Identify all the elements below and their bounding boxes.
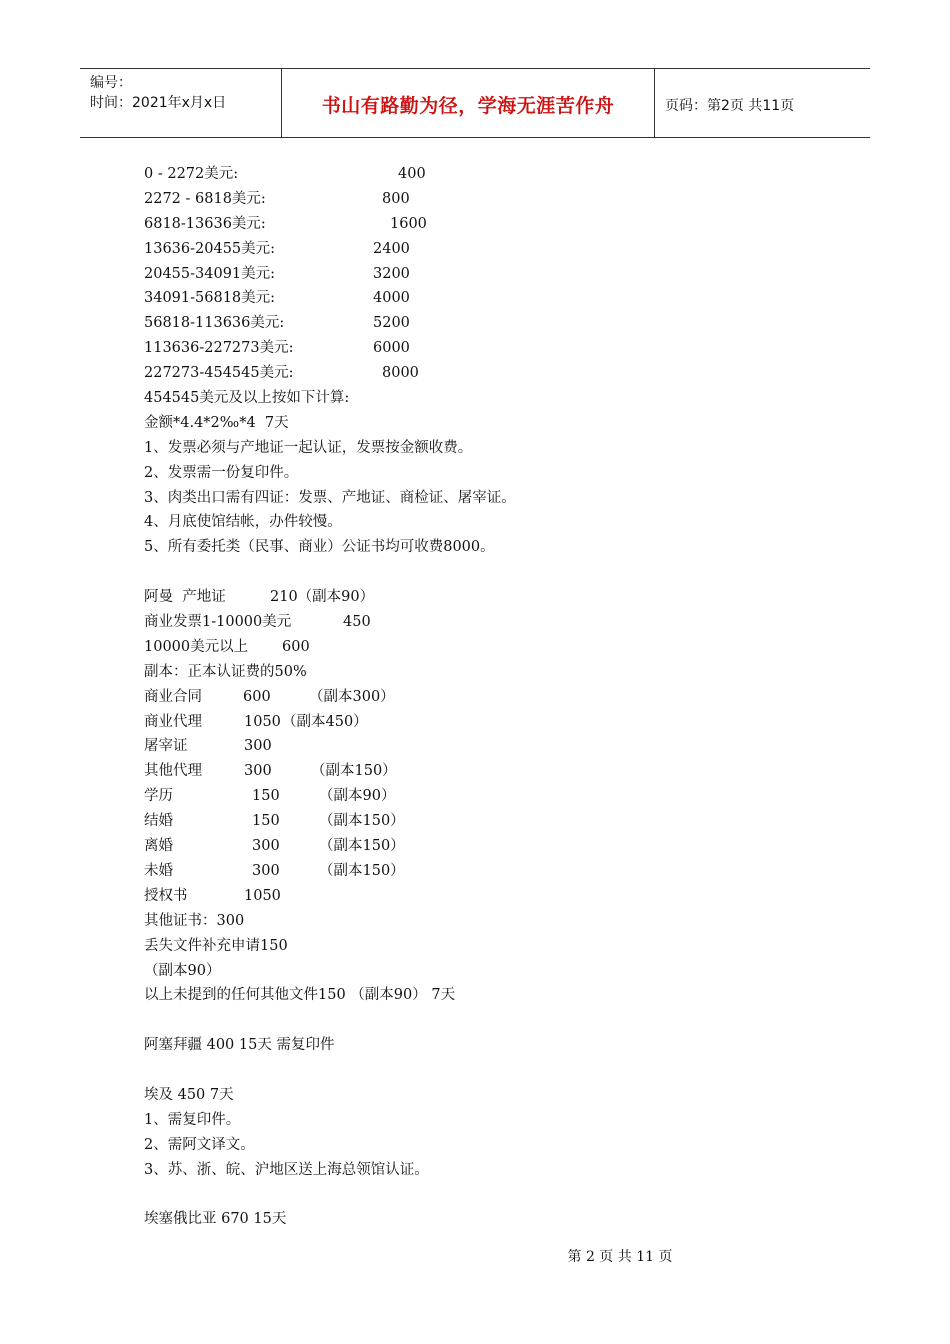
document-body bbox=[144, 162, 864, 1232]
header-right-cell bbox=[655, 69, 870, 137]
fee-row: 113636-227273美元: 6000 bbox=[144, 340, 410, 357]
ethiopia-line: 埃塞俄比亚 670 15天 bbox=[144, 1211, 287, 1228]
oman-item-row: 授权书 1050 bbox=[144, 887, 281, 904]
text-line: 3、苏、浙、皖、沪地区送上海总领馆认证。 bbox=[144, 1161, 429, 1178]
text-line: 2、需阿文译文。 bbox=[144, 1136, 255, 1153]
header-motto: 书山有路勤为径，学海无涯苦作舟 bbox=[321, 95, 615, 117]
oman-item-row: 屠宰证 300 bbox=[144, 738, 272, 755]
text-line: 454545美元及以上按如下计算: bbox=[144, 390, 350, 407]
oman-item-row: 结婚 150 （副本150） bbox=[144, 813, 405, 830]
blank-line bbox=[144, 1008, 864, 1033]
oman-invoice-row: 商业发票1-10000美元 450 bbox=[144, 614, 371, 631]
oman-item-row: 学历 150 （副本90） bbox=[144, 788, 396, 805]
document-number-label: 编号： bbox=[90, 75, 132, 91]
text-line: （副本90） bbox=[144, 962, 221, 979]
oman-item-row: 商业代理 1050 （副本450） bbox=[144, 713, 368, 730]
text-line: 丢失文件补充申请150 bbox=[144, 937, 288, 954]
fee-row: 227273-454545美元: 8000 bbox=[144, 365, 419, 382]
header-center-cell bbox=[282, 69, 655, 137]
fee-row: 20455-34091美元: 3200 bbox=[144, 265, 410, 282]
text-line: 1、需复印件。 bbox=[144, 1111, 241, 1128]
blank-line bbox=[144, 1058, 864, 1083]
text-line: 以上未提到的任何其他文件150 （副本90） 7天 bbox=[144, 987, 456, 1004]
footer-page-number: 第 2 页 共 11 页 bbox=[567, 1249, 673, 1265]
oman-item-row: 其他代理 300 （副本150） bbox=[144, 763, 397, 780]
oman-item-row: 未婚 300 （副本150） bbox=[144, 862, 405, 879]
oman-item-row: 离婚 300 （副本150） bbox=[144, 838, 405, 855]
fee-row: 2272 - 6818美元: 800 bbox=[144, 190, 410, 207]
text-line: 金额*4.4*2‰*4 7天 bbox=[144, 414, 289, 431]
azerbaijan-line: 阿塞拜疆 400 15天 需复印件 bbox=[144, 1037, 335, 1054]
fee-row: 34091-56818美元: 4000 bbox=[144, 290, 410, 307]
header-page-label: 页码：第2页 共11页 bbox=[665, 98, 795, 114]
oman-item-row: 商业合同 600 （副本300） bbox=[144, 688, 395, 705]
blank-line bbox=[144, 1183, 864, 1208]
egypt-heading: 埃及 450 7天 bbox=[144, 1086, 234, 1103]
document-time-label: 时间：2021年x月x日 bbox=[90, 95, 227, 111]
fee-row: 6818-13636美元: 1600 bbox=[144, 215, 427, 232]
text-line: 2、发票需一份复印件。 bbox=[144, 464, 299, 481]
text-line: 3、肉类出口需有四证：发票、产地证、商检证、屠宰证。 bbox=[144, 489, 516, 506]
page-footer bbox=[0, 1246, 950, 1266]
oman-copy-note: 副本：正本认证费的50% bbox=[144, 663, 307, 680]
fee-row: 56818-113636美元: 5200 bbox=[144, 315, 410, 332]
oman-invoice-row: 10000美元以上 600 bbox=[144, 638, 310, 655]
header-left-cell bbox=[80, 69, 282, 137]
text-line: 5、所有委托类（民事、商业）公证书均可收费8000。 bbox=[144, 539, 495, 556]
oman-heading: 阿曼 产地证 210（副本90） bbox=[144, 589, 375, 606]
blank-line bbox=[144, 560, 864, 585]
text-line: 1、发票必须与产地证一起认证，发票按金额收费。 bbox=[144, 439, 473, 456]
text-line: 其他证书：300 bbox=[144, 912, 245, 929]
page-header bbox=[80, 68, 870, 138]
fee-row: 0 - 2272美元: 400 bbox=[144, 166, 426, 182]
text-line: 4、月底使馆结帐，办件较慢。 bbox=[144, 514, 342, 531]
fee-row: 13636-20455美元: 2400 bbox=[144, 240, 410, 257]
